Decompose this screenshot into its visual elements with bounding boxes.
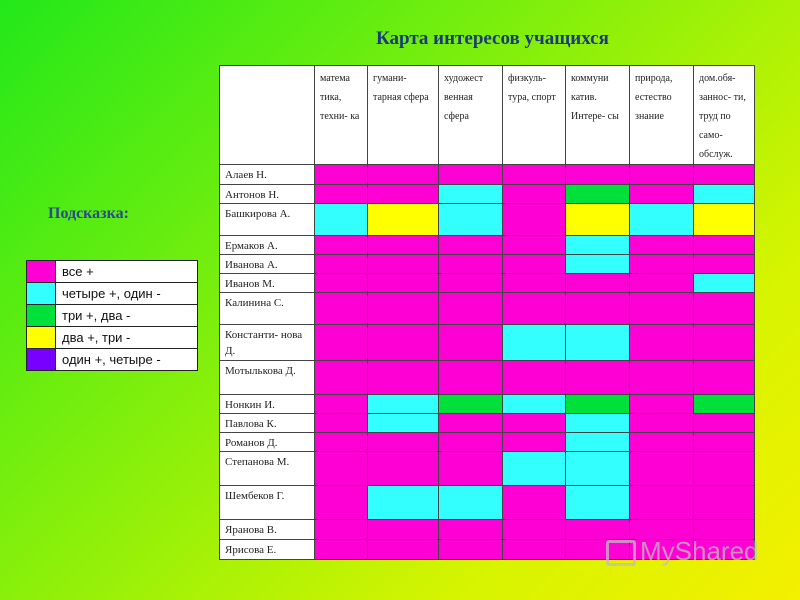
interest-cell (368, 395, 439, 414)
interest-cell (566, 255, 630, 274)
student-name: Нонкин И. (220, 395, 315, 414)
legend-row (27, 261, 198, 283)
interest-cell (630, 361, 694, 395)
student-name: Башкирова А. (220, 204, 315, 236)
interest-cell (439, 452, 503, 486)
interest-cell (315, 204, 368, 236)
interest-cell (694, 293, 755, 325)
interest-cell (439, 540, 503, 560)
interest-cell (630, 325, 694, 361)
table-row (220, 433, 755, 452)
interest-cell (503, 325, 566, 361)
legend-text: три +, два - (56, 305, 198, 327)
interest-cell (439, 185, 503, 204)
interest-cell (503, 486, 566, 520)
interest-cell (368, 255, 439, 274)
student-name: Ярисова Е. (220, 540, 315, 560)
interest-cell (315, 274, 368, 293)
interest-cell (439, 165, 503, 185)
interest-cell (694, 274, 755, 293)
interest-cell (503, 204, 566, 236)
interest-cell (503, 165, 566, 185)
interest-cell (368, 414, 439, 433)
interest-cell (368, 486, 439, 520)
interest-cell (630, 165, 694, 185)
interest-cell (439, 255, 503, 274)
interest-cell (694, 255, 755, 274)
interest-cell (439, 433, 503, 452)
table-row (220, 236, 755, 255)
table-row (220, 361, 755, 395)
table-row (220, 185, 755, 204)
interest-cell (566, 293, 630, 325)
table-row (220, 293, 755, 325)
interest-cell (315, 236, 368, 255)
table-row (220, 452, 755, 486)
watermark-icon (606, 540, 636, 566)
student-name: Калинина С. (220, 293, 315, 325)
column-header: природа, естество знание (630, 66, 694, 165)
watermark-logo: MyShared (640, 536, 759, 566)
interest-cell (315, 361, 368, 395)
interest-cell (566, 520, 630, 540)
interest-cell (566, 433, 630, 452)
table-row (220, 255, 755, 274)
legend-swatch (27, 261, 56, 283)
interest-cell (694, 325, 755, 361)
student-name: Константи- нова Д. (220, 325, 315, 361)
student-name: Романов Д. (220, 433, 315, 452)
legend-swatch (27, 283, 56, 305)
legend-swatch (27, 327, 56, 349)
interest-cell (439, 395, 503, 414)
interest-cell (503, 414, 566, 433)
interest-cell (368, 325, 439, 361)
legend-swatch (27, 349, 56, 371)
column-header: гумани- тарная сфера (368, 66, 439, 165)
interest-cell (630, 452, 694, 486)
interest-cell (694, 165, 755, 185)
interest-cell (315, 452, 368, 486)
interest-cell (566, 274, 630, 293)
legend-text: два +, три - (56, 327, 198, 349)
interest-cell (630, 274, 694, 293)
interest-cell (315, 486, 368, 520)
interest-cell (630, 293, 694, 325)
header-row (220, 66, 755, 165)
table-row (220, 414, 755, 433)
student-name: Алаев Н. (220, 165, 315, 185)
interest-cell (439, 325, 503, 361)
interest-cell (694, 236, 755, 255)
student-name: Иванова А. (220, 255, 315, 274)
legend-row (27, 283, 198, 305)
interest-cell (503, 185, 566, 204)
interest-cell (503, 274, 566, 293)
interest-cell (566, 204, 630, 236)
interest-cell (315, 540, 368, 560)
legend-text: все + (56, 261, 198, 283)
legend-row (27, 327, 198, 349)
interest-cell (368, 204, 439, 236)
interest-cell (694, 452, 755, 486)
interest-cell (566, 452, 630, 486)
student-name: Степанова М. (220, 452, 315, 486)
interest-cell (566, 486, 630, 520)
interest-cell (566, 395, 630, 414)
interest-cell (694, 361, 755, 395)
interest-cell (630, 414, 694, 433)
interest-cell (315, 414, 368, 433)
interest-cell (630, 433, 694, 452)
interest-cell (368, 433, 439, 452)
interest-cell (694, 395, 755, 414)
interest-cell (694, 486, 755, 520)
interest-cell (566, 361, 630, 395)
column-header: художест венная сфера (439, 66, 503, 165)
table-row (220, 165, 755, 185)
column-header: коммуни катив. Интере- сы (566, 66, 630, 165)
interest-cell (566, 165, 630, 185)
student-name: Иванов М. (220, 274, 315, 293)
interest-cell (368, 185, 439, 204)
interest-cell (439, 486, 503, 520)
interest-cell (368, 274, 439, 293)
hint-legend (26, 260, 198, 371)
interest-cell (694, 414, 755, 433)
interest-cell (368, 236, 439, 255)
interests-table (219, 65, 755, 560)
interest-cell (503, 520, 566, 540)
legend-row (27, 305, 198, 327)
table-row (220, 486, 755, 520)
interest-cell (566, 325, 630, 361)
header-corner (220, 66, 315, 165)
student-name: Антонов Н. (220, 185, 315, 204)
interest-cell (503, 361, 566, 395)
interest-cell (315, 293, 368, 325)
interest-cell (439, 274, 503, 293)
interest-cell (368, 165, 439, 185)
interest-cell (315, 185, 368, 204)
interest-cell (566, 236, 630, 255)
table-row (220, 325, 755, 361)
interest-cell (315, 255, 368, 274)
legend-text: четыре +, один - (56, 283, 198, 305)
legend-row (27, 349, 198, 371)
legend-swatch (27, 305, 56, 327)
interest-cell (439, 204, 503, 236)
interest-cell (503, 433, 566, 452)
student-name: Ермаков А. (220, 236, 315, 255)
interest-cell (630, 255, 694, 274)
student-name: Павлова К. (220, 414, 315, 433)
interest-cell (694, 185, 755, 204)
interest-cell (694, 204, 755, 236)
interest-cell (315, 395, 368, 414)
interest-cell (368, 293, 439, 325)
column-header: физкуль- тура, спорт (503, 66, 566, 165)
column-header: матема тика, техни- ка (315, 66, 368, 165)
interest-cell (368, 361, 439, 395)
interest-cell (503, 452, 566, 486)
interest-cell (630, 185, 694, 204)
interest-cell (503, 540, 566, 560)
hint-label: Подсказка: (48, 205, 129, 222)
table-row (220, 204, 755, 236)
interest-cell (439, 414, 503, 433)
interest-cell (439, 236, 503, 255)
interest-cell (503, 395, 566, 414)
column-header: дом.обя- заннос- ти, труд по само- обслуж. (694, 66, 755, 165)
interest-cell (630, 236, 694, 255)
interest-cell (315, 520, 368, 540)
table-row (220, 395, 755, 414)
student-name: Яранова В. (220, 520, 315, 540)
interest-cell (368, 520, 439, 540)
interest-cell (439, 293, 503, 325)
interest-cell (439, 361, 503, 395)
interest-cell (315, 325, 368, 361)
interest-cell (566, 414, 630, 433)
interest-cell (503, 255, 566, 274)
interest-cell (694, 433, 755, 452)
interest-cell (503, 293, 566, 325)
interest-cell (630, 395, 694, 414)
legend-text: один +, четыре - (56, 349, 198, 371)
table-row (220, 274, 755, 293)
interest-cell (368, 452, 439, 486)
interest-cell (630, 204, 694, 236)
student-name: Шембеков Г. (220, 486, 315, 520)
interest-cell (368, 540, 439, 560)
interest-cell (315, 433, 368, 452)
student-name: Мотылькова Д. (220, 361, 315, 395)
interest-cell (439, 520, 503, 540)
interest-cell (315, 165, 368, 185)
page-title: Карта интересов учащихся (376, 28, 609, 49)
interest-cell (566, 185, 630, 204)
interest-cell (630, 486, 694, 520)
interest-cell (503, 236, 566, 255)
